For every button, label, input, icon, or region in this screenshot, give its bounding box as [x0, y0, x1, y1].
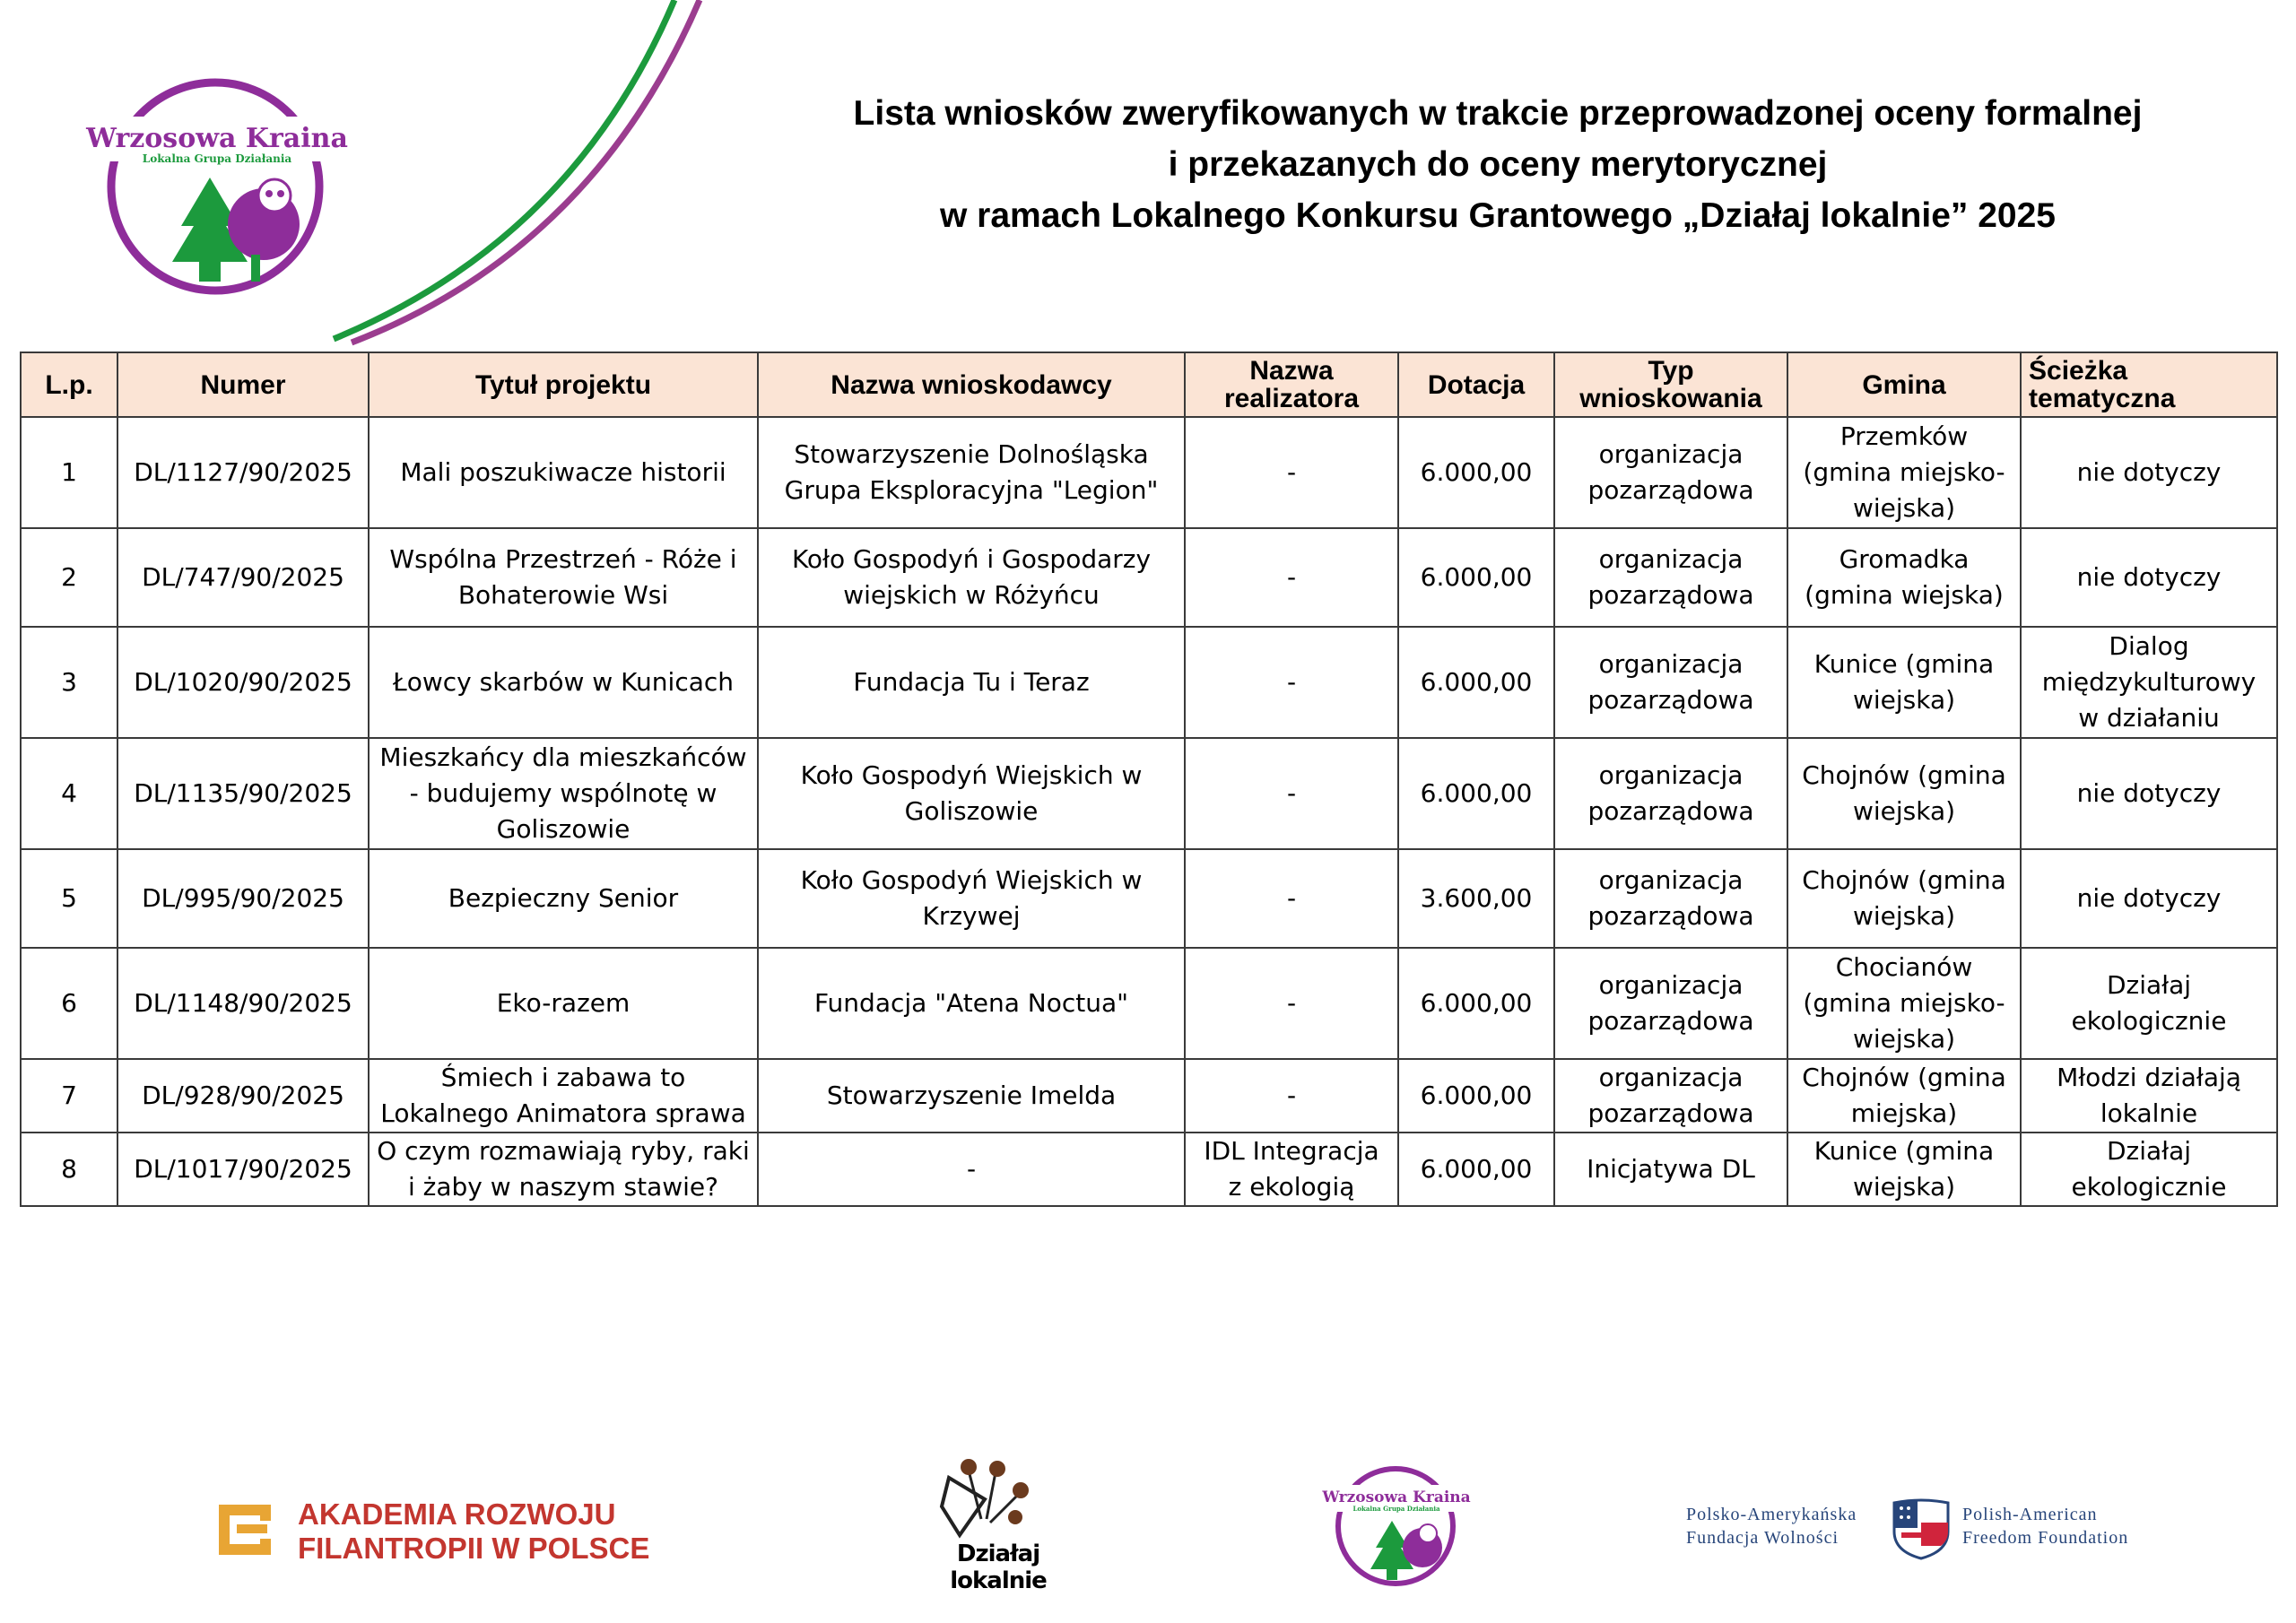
cell-gmina-line: Przemków — [1839, 421, 1969, 451]
header-dotacja: Dotacja — [1398, 352, 1554, 417]
cell-realizator — [1185, 417, 1398, 528]
cell-tytul — [369, 849, 758, 948]
cell-sciezka-line: Działaj — [2106, 1136, 2192, 1166]
cell-tytul-line: i żaby w naszym stawie? — [407, 1172, 718, 1202]
header-sciezka — [2021, 352, 2277, 417]
cell-gmina-line: Chocianów — [1835, 952, 1973, 982]
cell-tytul-line: Mali poszukiwacze historii — [400, 457, 726, 487]
cell-wnioskodawca-line: Krzywej — [922, 901, 1021, 931]
cell-typ-line: pozarządowa — [1587, 685, 1754, 715]
cell-tytul-line: Lokalnego Animatora sprawa — [380, 1098, 746, 1128]
cell-wnioskodawca-line: - — [966, 1154, 977, 1184]
applications-table — [20, 352, 2278, 1207]
cell-sciezka-line: w działaniu — [2078, 703, 2220, 733]
cell-tytul-line: Bezpieczny Senior — [448, 883, 679, 913]
cell-gmina-line: (gmina miejsko- — [1803, 988, 2005, 1018]
cell-numer: DL/1135/90/2025 — [117, 738, 369, 849]
cell-dotacja: 6.000,00 — [1398, 738, 1554, 849]
cell-numer: DL/1148/90/2025 — [117, 948, 369, 1059]
cell-typ — [1554, 1059, 1787, 1133]
cell-gmina — [1787, 948, 2021, 1059]
cell-wnioskodawca-line: wiejskich w Różyńcu — [843, 580, 1100, 610]
header-tytul: Tytuł projektu — [369, 352, 758, 417]
cell-lp: 4 — [21, 738, 117, 849]
cell-realizator — [1185, 1059, 1398, 1133]
cell-realizator — [1185, 528, 1398, 627]
cell-typ-line: organizacja — [1598, 649, 1744, 679]
cell-sciezka-line: lokalnie — [2100, 1098, 2198, 1128]
arf-line-2: FILANTROPII W POLSCE — [298, 1532, 650, 1565]
cell-numer: DL/1017/90/2025 — [117, 1133, 369, 1206]
cell-wnioskodawca-line: Koło Gospodyń Wiejskich w — [800, 865, 1143, 895]
cell-typ — [1554, 1133, 1787, 1206]
cell-gmina-line: wiejska) — [1852, 1024, 1956, 1054]
cell-numer: DL/995/90/2025 — [117, 849, 369, 948]
cell-tytul-line: Wspólna Przestrzeń - Róże i — [389, 544, 737, 574]
logo-subtitle: Lokalna Grupa Działania — [142, 152, 292, 165]
header-typ-line: wnioskowania — [1579, 384, 1762, 413]
cell-gmina — [1787, 1059, 2021, 1133]
cell-typ — [1554, 738, 1787, 849]
cell-sciezka — [2021, 627, 2277, 738]
cell-typ — [1554, 948, 1787, 1059]
dzialaj-lokalnie-logo — [933, 1453, 1058, 1605]
cell-realizator — [1185, 948, 1398, 1059]
cell-tytul — [369, 528, 758, 627]
table-row — [21, 738, 2277, 849]
cell-wnioskodawca — [758, 528, 1185, 627]
cell-lp: 5 — [21, 849, 117, 948]
cell-lp: 1 — [21, 417, 117, 528]
header-realizator — [1185, 352, 1398, 417]
cell-typ-line: pozarządowa — [1587, 475, 1754, 505]
cell-dotacja: 6.000,00 — [1398, 1133, 1554, 1206]
cell-realizator-line: - — [1286, 988, 1297, 1018]
cell-typ — [1554, 417, 1787, 528]
cell-sciezka — [2021, 849, 2277, 948]
cell-typ — [1554, 849, 1787, 948]
cell-numer: DL/1020/90/2025 — [117, 627, 369, 738]
arf-logo — [215, 1492, 650, 1567]
title-line-1: Lista wniosków zweryfikowanych w trakcie przeprowadzonej oceny formalnej — [853, 94, 2143, 133]
header-sciezka-line: tematyczna — [2029, 384, 2176, 413]
cell-dotacja: 6.000,00 — [1398, 417, 1554, 528]
cell-numer: DL/1127/90/2025 — [117, 417, 369, 528]
cell-tytul-line: Eko-razem — [496, 988, 631, 1018]
cell-realizator — [1185, 738, 1398, 849]
cell-wnioskodawca — [758, 417, 1185, 528]
cell-sciezka-line: nie dotyczy — [2076, 883, 2222, 913]
cell-wnioskodawca — [758, 1059, 1185, 1133]
cell-typ-line: organizacja — [1598, 1063, 1744, 1092]
cell-sciezka-line: ekologicznie — [2071, 1006, 2227, 1036]
cell-dotacja: 6.000,00 — [1398, 627, 1554, 738]
cell-wnioskodawca — [758, 1133, 1185, 1206]
title-line-2: i przekazanych do oceny merytorycznej — [1168, 145, 1828, 184]
cell-typ — [1554, 627, 1787, 738]
cell-realizator — [1185, 1133, 1398, 1206]
cell-lp: 3 — [21, 627, 117, 738]
cell-sciezka-line: nie dotyczy — [2076, 778, 2222, 808]
cell-wnioskodawca-line: Stowarzyszenie Imelda — [826, 1081, 1117, 1110]
cell-gmina — [1787, 528, 2021, 627]
cell-wnioskodawca — [758, 948, 1185, 1059]
cell-tytul-line: - budujemy wspólnotę w — [409, 778, 718, 808]
cell-gmina — [1787, 849, 2021, 948]
cell-typ-line: pozarządowa — [1587, 796, 1754, 826]
cell-realizator — [1185, 849, 1398, 948]
cell-typ-line: pozarządowa — [1587, 1006, 1754, 1036]
logo-name: Wrzosowa Kraina — [86, 123, 348, 154]
cell-realizator-line: - — [1286, 562, 1297, 592]
cell-wnioskodawca-line: Koło Gospodyń Wiejskich w — [800, 760, 1143, 790]
cell-tytul — [369, 1133, 758, 1206]
header-lp: L.p. — [21, 352, 117, 417]
cell-dotacja: 6.000,00 — [1398, 528, 1554, 627]
cell-tytul — [369, 1059, 758, 1133]
cell-gmina — [1787, 738, 2021, 849]
header-numer: Numer — [117, 352, 369, 417]
cell-sciezka-line: międzykulturowy — [2041, 667, 2257, 697]
cell-lp: 6 — [21, 948, 117, 1059]
pafw-flag-icon — [1889, 1496, 1953, 1560]
dl-line-2: lokalnie — [950, 1567, 1047, 1594]
cell-tytul-line: Bohaterowie Wsi — [457, 580, 669, 610]
cell-sciezka-line: ekologicznie — [2071, 1172, 2227, 1202]
dl-line-1: Działaj — [956, 1541, 1040, 1567]
cell-sciezka — [2021, 1133, 2277, 1206]
table-row — [21, 849, 2277, 948]
cell-dotacja: 3.600,00 — [1398, 849, 1554, 948]
cell-tytul — [369, 627, 758, 738]
arf-line-1: AKADEMIA ROZWOJU — [298, 1497, 616, 1531]
wrzosowa-kraina-logo — [75, 63, 362, 305]
header-gmina: Gmina — [1787, 352, 2021, 417]
cell-realizator-line: - — [1286, 883, 1297, 913]
cell-tytul — [369, 738, 758, 849]
cell-gmina-line: wiejska) — [1852, 493, 1956, 523]
cell-realizator-line: - — [1286, 1081, 1297, 1110]
cell-tytul — [369, 417, 758, 528]
cell-wnioskodawca-line: Koło Gospodyń i Gospodarzy — [791, 544, 1152, 574]
cell-gmina-line: wiejska) — [1852, 796, 1956, 826]
cell-gmina-line: (gmina miejsko- — [1803, 457, 2005, 487]
cell-dotacja: 6.000,00 — [1398, 1059, 1554, 1133]
cell-lp: 8 — [21, 1133, 117, 1206]
pafw-pl-line-1: Polsko-Amerykańska — [1686, 1505, 1857, 1524]
cell-tytul-line: Łowcy skarbów w Kunicach — [392, 667, 735, 697]
cell-gmina-line: wiejska) — [1852, 901, 1956, 931]
cell-typ-line: organizacja — [1598, 970, 1744, 1000]
table-row — [21, 417, 2277, 528]
pafw-logo — [1686, 1496, 2170, 1560]
cell-numer: DL/747/90/2025 — [117, 528, 369, 627]
cell-gmina-line: Chojnów (gmina — [1802, 865, 2006, 895]
wk-small-name: Wrzosowa Kraina — [1322, 1488, 1471, 1506]
cell-tytul-line: O czym rozmawiają ryby, raki — [377, 1136, 750, 1166]
header-typ-line: Typ — [1648, 356, 1694, 386]
cell-typ-line: organizacja — [1598, 439, 1744, 469]
cell-wnioskodawca-line: Goliszowie — [904, 796, 1039, 826]
cell-wnioskodawca — [758, 627, 1185, 738]
table-row — [21, 528, 2277, 627]
header-typ — [1554, 352, 1787, 417]
document-title — [744, 88, 2251, 241]
cell-gmina-line: Kunice (gmina — [1813, 649, 1995, 679]
cell-gmina-line: Chojnów (gmina — [1802, 760, 2006, 790]
cell-typ-line: pozarządowa — [1587, 901, 1754, 931]
cell-lp: 7 — [21, 1059, 117, 1133]
cell-sciezka-line: Działaj — [2106, 970, 2192, 1000]
cell-realizator-line: - — [1286, 667, 1297, 697]
cell-tytul — [369, 948, 758, 1059]
table-row — [21, 1133, 2277, 1206]
cell-realizator-line: - — [1286, 457, 1297, 487]
cell-sciezka-line: nie dotyczy — [2076, 562, 2222, 592]
cell-sciezka — [2021, 738, 2277, 849]
cell-tytul-line: Śmiech i zabawa to — [440, 1063, 686, 1092]
cell-sciezka — [2021, 948, 2277, 1059]
table-header-row — [21, 352, 2277, 417]
arf-mark-icon — [215, 1501, 278, 1558]
table-row — [21, 1059, 2277, 1133]
table-row — [21, 627, 2277, 738]
header-realizator-line: realizatora — [1223, 384, 1360, 413]
cell-realizator-line: IDL Integracja — [1204, 1136, 1379, 1166]
cell-wnioskodawca-line: Grupa Eksploracyjna "Legion" — [784, 475, 1159, 505]
cell-gmina-line: Kunice (gmina — [1813, 1136, 1995, 1166]
cell-gmina — [1787, 1133, 2021, 1206]
cell-realizator — [1185, 627, 1398, 738]
header-sciezka-line: Ścieżka — [2029, 356, 2128, 386]
cell-wnioskodawca — [758, 849, 1185, 948]
title-line-3: w ramach Lokalnego Konkursu Grantowego „Działaj lokalnie” 2025 — [939, 196, 2056, 235]
cell-sciezka-line: Dialog — [2109, 631, 2189, 661]
header-realizator-line: Nazwa — [1249, 356, 1334, 386]
cell-realizator-line: - — [1286, 778, 1297, 808]
cell-gmina-line: (gmina wiejska) — [1805, 580, 2004, 610]
wk-small-subtitle: Lokalna Grupa Działania — [1352, 1505, 1440, 1513]
cell-sciezka — [2021, 1059, 2277, 1133]
cell-realizator-line: z ekologią — [1228, 1172, 1355, 1202]
cell-typ-line: organizacja — [1598, 760, 1744, 790]
cell-lp: 2 — [21, 528, 117, 627]
cell-typ-line: organizacja — [1598, 544, 1744, 574]
cell-numer: DL/928/90/2025 — [117, 1059, 369, 1133]
cell-gmina-line: miejska) — [1850, 1098, 1958, 1128]
cell-wnioskodawca-line: Stowarzyszenie Dolnośląska — [794, 439, 1149, 469]
cell-typ-line: organizacja — [1598, 865, 1744, 895]
cell-tytul-line: Goliszowie — [496, 814, 631, 844]
cell-gmina-line: Chojnów (gmina — [1802, 1063, 2006, 1092]
cell-sciezka-line: Młodzi działają — [2057, 1063, 2241, 1092]
cell-sciezka-line: nie dotyczy — [2076, 457, 2222, 487]
wrzosowa-kraina-small-logo — [1318, 1458, 1475, 1591]
cell-dotacja: 6.000,00 — [1398, 948, 1554, 1059]
cell-wnioskodawca-line: Fundacja "Atena Noctua" — [813, 988, 1128, 1018]
table-row — [21, 948, 2277, 1059]
pafw-en-line-1: Polish-American — [1962, 1505, 2098, 1524]
pafw-en-line-2: Freedom Foundation — [1962, 1528, 2129, 1548]
cell-typ-line: pozarządowa — [1587, 1098, 1754, 1128]
header-wnioskodawca: Nazwa wnioskodawcy — [758, 352, 1185, 417]
cell-gmina-line: wiejska) — [1852, 1172, 1956, 1202]
cell-typ — [1554, 528, 1787, 627]
pafw-pl-line-2: Fundacja Wolności — [1686, 1528, 1839, 1548]
cell-tytul-line: Mieszkańcy dla mieszkańców — [379, 742, 747, 772]
cell-gmina — [1787, 627, 2021, 738]
cell-wnioskodawca — [758, 738, 1185, 849]
cell-sciezka — [2021, 417, 2277, 528]
cell-sciezka — [2021, 528, 2277, 627]
cell-typ-line: Inicjatywa DL — [1587, 1154, 1755, 1184]
cell-gmina-line: wiejska) — [1852, 685, 1956, 715]
cell-gmina — [1787, 417, 2021, 528]
cell-wnioskodawca-line: Fundacja Tu i Teraz — [853, 667, 1090, 697]
table-body — [21, 417, 2277, 1206]
cell-typ-line: pozarządowa — [1587, 580, 1754, 610]
cell-gmina-line: Gromadka — [1839, 544, 1970, 574]
dzialaj-flowers-icon — [933, 1453, 1058, 1542]
